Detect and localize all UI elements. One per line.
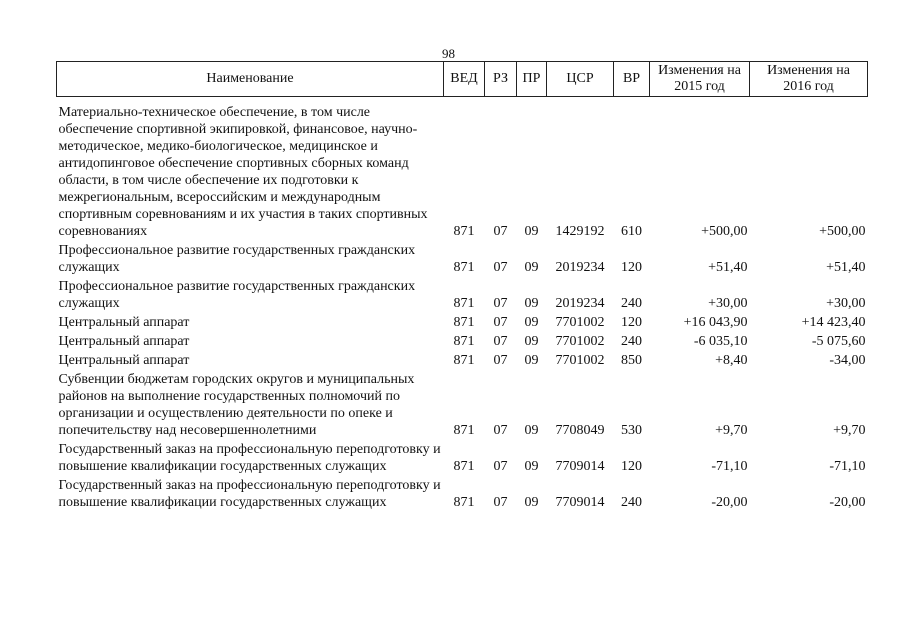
row-vr: 120 bbox=[621, 459, 642, 474]
row-pr: 09 bbox=[524, 423, 539, 438]
table-row bbox=[57, 370, 868, 440]
row-ved: 871 bbox=[453, 224, 475, 239]
budget-table bbox=[56, 61, 868, 512]
header-pr: ПР bbox=[517, 62, 547, 97]
row-ved: 871 bbox=[453, 260, 475, 275]
row-chg2015: +30,00 bbox=[708, 296, 748, 311]
row-rz: 07 bbox=[493, 353, 508, 368]
row-csr: 7709014 bbox=[555, 459, 605, 474]
row-name: Центральный аппарат bbox=[58, 334, 190, 349]
row-rz: 07 bbox=[493, 423, 508, 438]
row-pr: 09 bbox=[524, 260, 539, 275]
row-chg2016: -5 075,60 bbox=[811, 334, 866, 349]
row-csr: 1429192 bbox=[555, 224, 605, 239]
row-chg2016: -71,10 bbox=[829, 459, 866, 474]
row-name: Государственный заказ на профессиональную переподготовку и повышение квалификации государственных служащих bbox=[58, 478, 441, 510]
row-chg2015: +16 043,90 bbox=[683, 315, 748, 330]
row-rz: 07 bbox=[493, 334, 508, 349]
row-chg2015: -20,00 bbox=[711, 495, 748, 510]
row-ved: 871 bbox=[453, 353, 475, 368]
row-pr: 09 bbox=[524, 224, 539, 239]
row-vr: 530 bbox=[621, 423, 642, 438]
row-chg2015: +9,70 bbox=[715, 423, 748, 438]
page-number: 98 bbox=[442, 46, 455, 61]
row-name: Субвенции бюджетам городских округов и муниципальных районов на выполнение государственных полномочий по организации и осуществлению деятельности по опеке и попечительству над несовершеннолетними bbox=[58, 372, 415, 438]
header-chg2015: Изменения на 2015 год bbox=[650, 62, 750, 97]
row-ved: 871 bbox=[453, 423, 475, 438]
row-csr: 2019234 bbox=[555, 296, 605, 311]
row-rz: 07 bbox=[493, 495, 508, 510]
header-chg2016: Изменения на 2016 год bbox=[750, 62, 868, 97]
row-rz: 07 bbox=[493, 296, 508, 311]
row-csr: 7701002 bbox=[555, 334, 605, 349]
row-ved: 871 bbox=[453, 334, 475, 349]
row-chg2015: +51,40 bbox=[708, 260, 748, 275]
row-chg2016: +14 423,40 bbox=[801, 315, 866, 330]
table-body bbox=[57, 97, 868, 513]
table-row bbox=[57, 313, 868, 332]
row-csr: 7701002 bbox=[555, 353, 605, 368]
row-chg2016: +500,00 bbox=[819, 224, 866, 239]
row-chg2016: +9,70 bbox=[833, 423, 866, 438]
row-rz: 07 bbox=[493, 224, 508, 239]
row-pr: 09 bbox=[524, 296, 539, 311]
row-chg2015: -71,10 bbox=[711, 459, 748, 474]
table-header bbox=[57, 62, 868, 97]
table-row bbox=[57, 332, 868, 351]
table-row bbox=[57, 476, 868, 512]
row-chg2015: +8,40 bbox=[715, 353, 748, 368]
row-pr: 09 bbox=[524, 495, 539, 510]
table-row bbox=[57, 103, 868, 241]
row-chg2016: +51,40 bbox=[826, 260, 866, 275]
row-ved: 871 bbox=[453, 459, 475, 474]
header-csr: ЦСР bbox=[547, 62, 614, 97]
row-csr: 7708049 bbox=[555, 423, 605, 438]
row-vr: 240 bbox=[621, 334, 642, 349]
row-vr: 850 bbox=[621, 353, 642, 368]
row-chg2016: -34,00 bbox=[829, 353, 866, 368]
header-name: Наименование bbox=[57, 62, 444, 97]
row-name: Центральный аппарат bbox=[58, 315, 190, 330]
row-vr: 120 bbox=[621, 315, 642, 330]
header-vr: ВР bbox=[614, 62, 650, 97]
row-csr: 7709014 bbox=[555, 495, 605, 510]
row-pr: 09 bbox=[524, 334, 539, 349]
row-pr: 09 bbox=[524, 459, 539, 474]
row-rz: 07 bbox=[493, 315, 508, 330]
table-row bbox=[57, 277, 868, 313]
row-vr: 120 bbox=[621, 260, 642, 275]
row-vr: 240 bbox=[621, 495, 642, 510]
row-ved: 871 bbox=[453, 296, 475, 311]
row-pr: 09 bbox=[524, 315, 539, 330]
row-chg2016: +30,00 bbox=[826, 296, 866, 311]
row-vr: 240 bbox=[621, 296, 642, 311]
row-ved: 871 bbox=[453, 495, 475, 510]
row-rz: 07 bbox=[493, 260, 508, 275]
header-ved: ВЕД bbox=[444, 62, 485, 97]
row-chg2016: -20,00 bbox=[829, 495, 866, 510]
row-name: Государственный заказ на профессиональную переподготовку и повышение квалификации государственных служащих bbox=[58, 442, 441, 474]
table-row bbox=[57, 351, 868, 370]
row-vr: 610 bbox=[621, 224, 642, 239]
row-csr: 2019234 bbox=[555, 260, 605, 275]
row-chg2015: -6 035,10 bbox=[693, 334, 748, 349]
row-name: Центральный аппарат bbox=[58, 353, 190, 368]
row-chg2015: +500,00 bbox=[701, 224, 748, 239]
row-name: Материально-техническое обеспечение, в том числе обеспечение спортивной экипировкой, финансовое, научно-методическое, медико-биологическое, медицинское и антидопинговое обеспечение спортивных сборных команд области, в том числе обеспечение их подготовки к межрегиональным, всероссийским и международным спортивным соревнованиям и их участия в таких спортивных соревнованиях bbox=[58, 105, 428, 239]
row-csr: 7701002 bbox=[555, 315, 605, 330]
row-name: Профессиональное развитие государственных гражданских служащих bbox=[58, 243, 416, 275]
row-name: Профессиональное развитие государственных гражданских служащих bbox=[58, 279, 416, 311]
table-row bbox=[57, 440, 868, 476]
row-rz: 07 bbox=[493, 459, 508, 474]
row-ved: 871 bbox=[453, 315, 475, 330]
row-pr: 09 bbox=[524, 353, 539, 368]
table-row bbox=[57, 241, 868, 277]
header-rz: РЗ bbox=[485, 62, 517, 97]
